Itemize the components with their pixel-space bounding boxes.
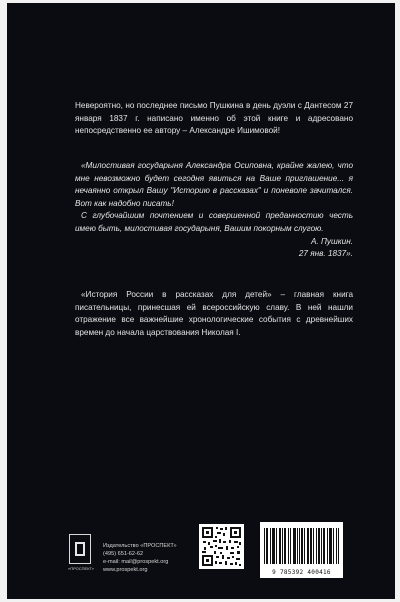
publisher-phone: (495) 651-62-62 — [103, 551, 144, 557]
intro-paragraph — [75, 100, 353, 138]
barcode-bar — [329, 528, 330, 564]
isbn-barcode — [260, 522, 343, 578]
barcode-bar — [324, 528, 325, 564]
barcode-bar — [293, 528, 294, 564]
barcode-bar — [274, 528, 275, 564]
barcode-bar — [282, 528, 283, 564]
barcode-bar — [304, 528, 305, 564]
barcode-bar — [276, 528, 277, 564]
publisher-website: www.prospekt.org — [103, 567, 148, 573]
intro-text: Невероятно, но последнее письмо Пушкина в день дуэли с Дантесом 27 января 1837 г. написано именно об этой книге и адресовано непосредственно ее автору – Александре Ишимовой! — [75, 101, 353, 136]
barcode-bar — [331, 528, 332, 564]
barcode-bar — [279, 528, 280, 564]
barcode-bar — [307, 528, 308, 564]
barcode-bar — [290, 528, 291, 564]
barcode-bar — [270, 528, 271, 564]
barcode-bar — [321, 528, 322, 564]
barcode-bar — [308, 528, 309, 564]
barcode-bar — [336, 528, 337, 564]
barcode-bar — [310, 528, 311, 564]
publisher-email: e-mail: mail@prospekt.org — [103, 559, 169, 565]
barcode-bar — [285, 528, 286, 564]
book-description — [75, 289, 353, 339]
barcode-bar — [323, 528, 324, 564]
qr-code — [199, 524, 244, 569]
barcode-bar — [318, 528, 319, 564]
barcode-bar — [266, 528, 267, 564]
barcode-bar — [333, 528, 334, 564]
publisher-contacts — [103, 542, 177, 574]
barcode-bar — [284, 528, 285, 564]
book-back-cover — [7, 3, 395, 599]
publisher-logo-label: «ПРОСПЕКТ» — [67, 566, 95, 571]
barcode-bar — [273, 528, 274, 564]
barcode-bar — [299, 528, 300, 564]
barcode-bar — [338, 528, 339, 564]
barcode-bar — [295, 528, 296, 564]
barcode-bars — [260, 522, 343, 568]
barcode-bar — [316, 528, 317, 564]
barcode-bar — [288, 528, 289, 564]
letter-paragraph-1: «Милостивая государыня Александра Осиповна, крайне жалею, что мне невозможно будет сегодня явиться на Ваше приглашение... я нечаянно открыл Вашу "Историю в рассказах" и поневоле зачитался. Вот как надобно писать! — [75, 161, 353, 208]
barcode-bar — [297, 528, 298, 564]
barcode-bar — [327, 528, 328, 564]
barcode-digits: 9 785392 400416 — [272, 569, 331, 576]
publisher-logo — [69, 534, 91, 564]
pushkin-letter-quote — [75, 160, 353, 261]
barcode-bar — [294, 528, 295, 564]
barcode-bar — [313, 528, 314, 564]
barcode-bar — [272, 528, 273, 564]
publisher-logo-icon — [75, 542, 85, 556]
book-description-text: «История России в рассказах для детей» – главная книга писательницы, принесшая ей всероссийскую славу. В ней нашли отражение все важнейшие хронологические события с древнейших времен до начала царствования Николая I. — [75, 290, 353, 337]
barcode-bar — [264, 528, 265, 564]
barcode-bar — [267, 528, 268, 564]
letter-signature-name: А. Пушкин. — [310, 236, 353, 246]
letter-paragraph-2: С глубочайшим почтением и совершенной преданностию честь имею быть, милостивая государыня, Вашим покорным слугою. — [75, 211, 353, 233]
barcode-bar — [302, 528, 303, 564]
publisher-name: Издательство «ПРОСПЕКТ» — [103, 543, 177, 549]
barcode-bar — [280, 528, 281, 564]
letter-signature-date: 27 янв. 1837». — [298, 249, 353, 259]
barcode-bar — [311, 528, 312, 564]
barcode-bar — [319, 528, 320, 564]
barcode-bar — [301, 528, 302, 564]
barcode-bar — [330, 528, 331, 564]
qr-code-graphic — [199, 524, 244, 569]
